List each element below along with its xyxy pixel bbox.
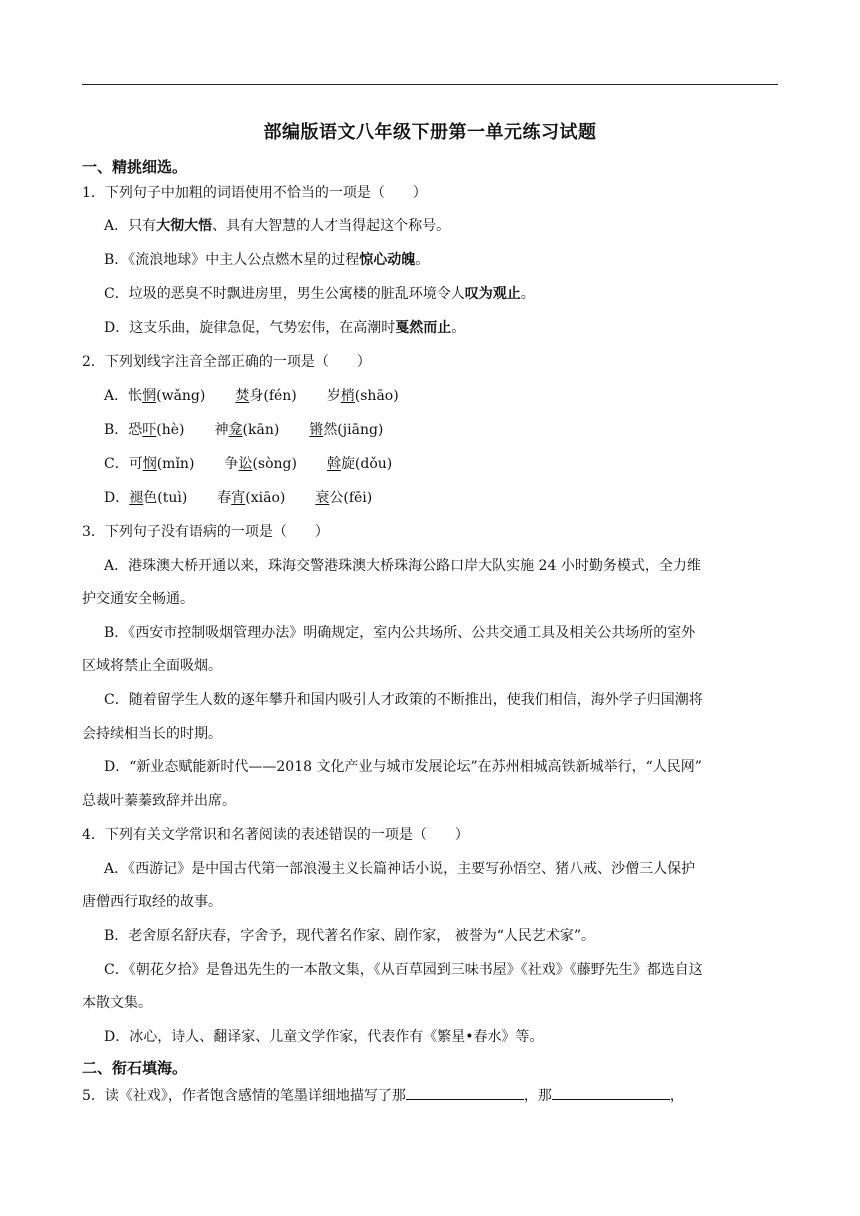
question-2-option-b: B．恐吓(hè) 神龛(kān) 锵然(jiāng) bbox=[104, 422, 384, 438]
question-4-option-d: D．冰心，诗人、翻译家、儿童文学作家，代表作有《繁星•春水》等。 bbox=[104, 1029, 544, 1045]
question-4-option-a-cont: 唐僧西行取经的故事。 bbox=[82, 894, 222, 910]
question-5-stem: 5．读《社戏》，作者饱含感情的笔墨详细地描写了那 ，那 ， bbox=[82, 1085, 684, 1106]
page-title: 部编版语文八年级下册第一单元练习试题 bbox=[263, 122, 597, 143]
question-3-option-b-cont: 区域将禁止全面吸烟。 bbox=[82, 658, 222, 674]
header-rule bbox=[82, 84, 778, 85]
answer-blank-2[interactable] bbox=[552, 1085, 670, 1100]
section-heading-2: 二、衔石填海。 bbox=[82, 1059, 188, 1077]
question-3-stem: 3．下列句子没有语病的一项是（ ） bbox=[82, 524, 329, 540]
question-1-option-d: D．这支乐曲，旋律急促，气势宏伟，在高潮时戛然而止。 bbox=[104, 320, 466, 336]
question-4-stem: 4．下列有关文学常识和名著阅读的表述错误的一项是（ ） bbox=[82, 827, 469, 843]
question-2-stem: 2．下列划线字注音全部正确的一项是（ ） bbox=[82, 354, 371, 370]
question-3-option-d: D．“新业态赋能新时代——2018 文化产业与城市发展论坛”在苏州相城高铁新城举行，“人民网” bbox=[104, 759, 702, 775]
question-2-option-c: C．可悯(mǐn) 争讼(sòng) 斡旋(dǒu) bbox=[104, 456, 393, 472]
question-3-option-c: C．随着留学生人数的逐年攀升和国内吸引人才政策的不断推出，使我们相信，海外学子归国潮将 bbox=[104, 692, 703, 708]
question-1-option-a: A．只有大彻大悟、具有大智慧的人才当得起这个称号。 bbox=[104, 218, 451, 234]
question-1-option-b: B．《流浪地球》中主人公点燃木星的过程惊心动魄。 bbox=[104, 252, 430, 268]
section-heading-1: 一、精挑细选。 bbox=[82, 158, 188, 176]
question-4-option-b: B．老舍原名舒庆春，字舍予，现代著名作家、剧作家， 被誉为“人民艺术家”。 bbox=[104, 928, 596, 944]
question-1-stem: 1．下列句子中加粗的词语使用不恰当的一项是（ ） bbox=[82, 185, 427, 201]
question-3-option-b: B．《西安市控制吸烟管理办法》明确规定，室内公共场所、公共交通工具及相关公共场所的室外 bbox=[104, 625, 696, 641]
answer-blank-1[interactable] bbox=[406, 1085, 524, 1100]
question-3-option-d-cont: 总裁叶蓁蓁致辞并出席。 bbox=[82, 793, 236, 809]
question-4-option-c: C．《朝花夕拾》是鲁迅先生的一本散文集，《从百草园到三味书屋》《社戏》《藤野先生》都选自这 bbox=[104, 962, 703, 978]
question-1-option-c: C．垃圾的恶臭不时飘进房里，男生公寓楼的脏乱环境令人叹为观止。 bbox=[104, 286, 535, 302]
question-2-option-d: D．褪色(tuì) 春宵(xiāo) 衰公(fēi) bbox=[104, 490, 373, 506]
question-4-option-a: A．《西游记》是中国古代第一部浪漫主义长篇神话小说，主要写孙悟空、猪八戒、沙僧三人保护 bbox=[104, 861, 696, 877]
question-3-option-a: A．港珠澳大桥开通以来，珠海交警港珠澳大桥珠海公路口岸大队实施 24 小时勤务模式，全力维 bbox=[104, 558, 701, 574]
question-3-option-c-cont: 会持续相当长的时期。 bbox=[82, 726, 222, 742]
question-2-option-a: A．怅惘(wǎng) 焚身(fén) 岁梢(shāo) bbox=[104, 388, 399, 404]
question-3-option-a-cont: 护交通安全畅通。 bbox=[82, 591, 194, 607]
question-4-option-c-cont: 本散文集。 bbox=[82, 995, 152, 1011]
